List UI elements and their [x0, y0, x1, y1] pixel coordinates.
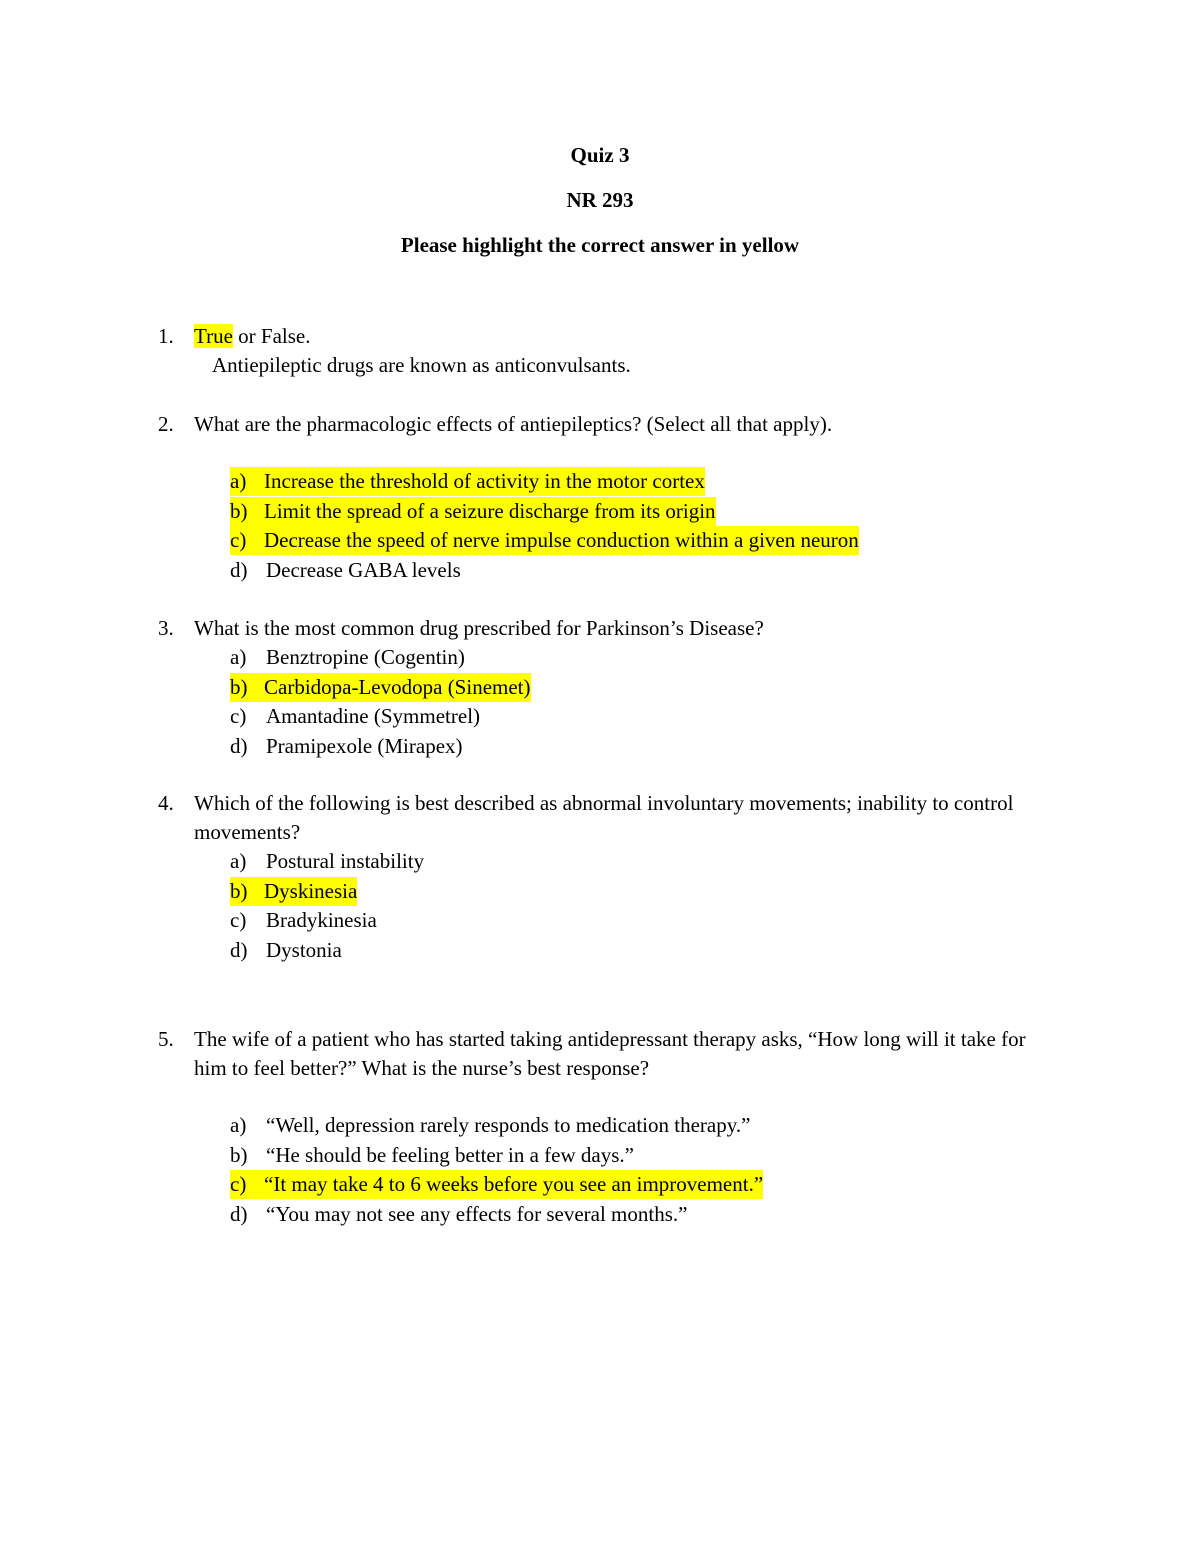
- answer-content: [230, 556, 461, 585]
- answer-option-a: [230, 847, 1058, 877]
- question-2: [158, 410, 1058, 585]
- option-letter: a): [230, 1113, 247, 1137]
- answer-option-c: [230, 702, 1058, 732]
- answer-option-b: [230, 497, 1058, 527]
- option-letter: d): [230, 557, 248, 582]
- highlighted-answer: [230, 526, 859, 555]
- answer-option-d: [230, 936, 1058, 966]
- highlighted-answer: [230, 877, 357, 906]
- option-letter: c): [230, 908, 247, 932]
- question-stem: Which of the following is best described as abnormal involuntary movements; inability to control movements?: [194, 791, 1014, 844]
- option-letter: b): [230, 498, 248, 523]
- option-text: “You may not see any effects for several months.”: [266, 1201, 688, 1226]
- answer-option-a: [230, 1111, 1058, 1141]
- answer-content: [230, 643, 465, 672]
- answer-option-d: [230, 1200, 1058, 1230]
- answer-options: [158, 847, 1058, 965]
- option-text: Pramipexole (Mirapex): [266, 733, 463, 758]
- option-text: Postural instability: [266, 849, 425, 873]
- question-stem: The wife of a patient who has started taking antidepressant therapy asks, “How long will it take for him to feel better?” What is the nurse’s best response?: [194, 1027, 1026, 1080]
- answer-content: [230, 847, 424, 876]
- question-stem-rest: or False.: [232, 324, 311, 348]
- option-letter: a): [230, 469, 247, 493]
- question-stem: [194, 322, 1054, 351]
- answer-content: [230, 732, 463, 761]
- highlighted-answer: [230, 497, 716, 526]
- highlighted-answer: [230, 467, 705, 496]
- option-letter: d): [230, 733, 248, 758]
- option-letter: d): [230, 1201, 248, 1226]
- answer-content: [230, 1141, 634, 1170]
- page-title: Quiz 3: [570, 143, 630, 167]
- option-letter: a): [230, 645, 247, 669]
- option-text: Limit the spread of a seizure discharge from its origin: [264, 498, 716, 523]
- instructions: Please highlight the correct answer in yellow: [400, 233, 800, 257]
- question-statement: Antiepileptic drugs are known as anticonvulsants.: [212, 353, 631, 377]
- answer-options: [158, 467, 1058, 585]
- option-letter: c): [230, 1172, 247, 1196]
- option-text: “Well, depression rarely responds to medication therapy.”: [266, 1113, 751, 1137]
- answer-option-a: [230, 467, 1058, 497]
- question-4: [158, 789, 1058, 965]
- answer-option-b: [230, 877, 1058, 907]
- option-text: “It may take 4 to 6 weeks before you see an improvement.”: [264, 1172, 764, 1196]
- option-letter: b): [230, 1142, 248, 1167]
- highlighted-answer: [230, 1170, 763, 1199]
- question-number: 1.: [158, 324, 174, 348]
- question-number: 3.: [158, 616, 174, 640]
- answer-option-d: [230, 732, 1058, 762]
- option-text: Benztropine (Cogentin): [266, 645, 465, 669]
- answer-content: [230, 702, 480, 731]
- question-1: [158, 322, 1058, 380]
- answer-content: [230, 1111, 750, 1140]
- answer-option-b: [230, 1141, 1058, 1171]
- question-number: 2.: [158, 412, 174, 436]
- question-number: 5.: [158, 1027, 174, 1051]
- option-text: Decrease the speed of nerve impulse conduction within a given neuron: [264, 528, 859, 552]
- option-text: Decrease GABA levels: [266, 557, 461, 582]
- option-text: Dystonia: [266, 937, 342, 962]
- question-3: [158, 614, 1058, 761]
- option-letter: c): [230, 704, 247, 728]
- question-stem: What are the pharmacologic effects of antiepileptics? (Select all that apply).: [194, 412, 833, 436]
- answer-option-c: [230, 526, 1058, 556]
- option-text: Amantadine (Symmetrel): [266, 704, 481, 728]
- option-letter: a): [230, 849, 247, 873]
- question-stem: What is the most common drug prescribed for Parkinson’s Disease?: [194, 616, 764, 640]
- question-5: [158, 1025, 1058, 1229]
- answer-content: [230, 906, 377, 935]
- option-text: Carbidopa-Levodopa (Sinemet): [264, 674, 531, 699]
- option-letter: b): [230, 878, 248, 903]
- answer-content: [230, 1200, 687, 1229]
- answer-option-d: [230, 556, 1058, 586]
- option-text: Dyskinesia: [264, 878, 358, 903]
- answer-options: [158, 1111, 1058, 1229]
- option-letter: b): [230, 674, 248, 699]
- answer-option-b: [230, 673, 1058, 703]
- course-code: NR 293: [566, 188, 634, 212]
- option-letter: d): [230, 937, 248, 962]
- highlighted-answer: True: [194, 324, 233, 348]
- answer-option-a: [230, 643, 1058, 673]
- option-text: Increase the threshold of activity in the motor cortex: [264, 469, 705, 493]
- option-text: “He should be feeling better in a few days.”: [266, 1142, 634, 1167]
- option-text: Bradykinesia: [266, 908, 377, 932]
- option-letter: c): [230, 528, 247, 552]
- answer-option-c: [230, 1170, 1058, 1200]
- answer-option-c: [230, 906, 1058, 936]
- highlighted-answer: [230, 673, 531, 702]
- answer-content: [230, 936, 342, 965]
- question-number: 4.: [158, 791, 174, 815]
- answer-options: [158, 643, 1058, 761]
